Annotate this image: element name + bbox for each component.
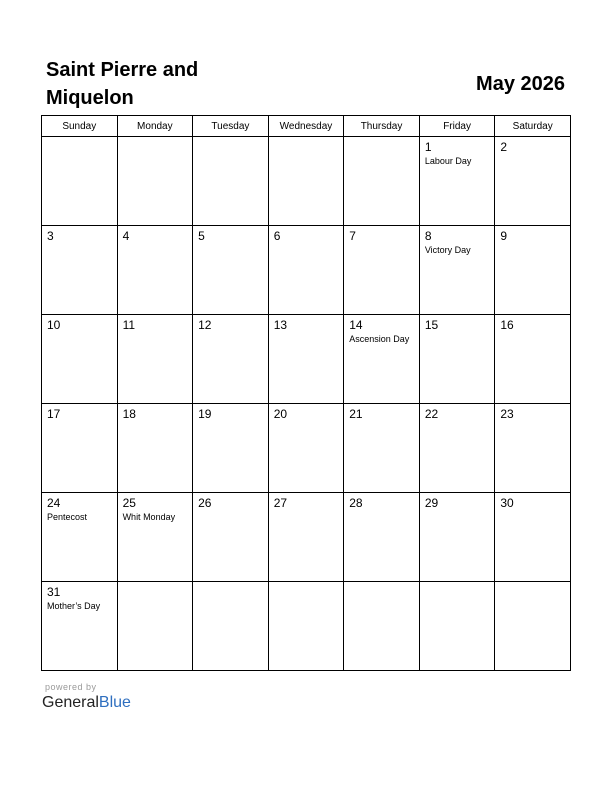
day-number: 14 — [349, 318, 363, 332]
day-cell — [495, 493, 571, 582]
day-cell — [495, 315, 571, 404]
day-cell — [117, 137, 193, 226]
holiday-label: Labour Day — [424, 156, 472, 166]
day-number: 24 — [47, 496, 61, 510]
day-number — [420, 582, 495, 585]
day-number: 8 — [424, 229, 432, 243]
day-number: 30 — [500, 496, 514, 510]
day-number: 7 — [349, 229, 356, 243]
day-number: 17 — [47, 407, 61, 421]
day-cell — [42, 493, 118, 582]
day-number: 16 — [500, 318, 514, 332]
week-row — [42, 315, 571, 404]
day-number — [193, 582, 268, 585]
day-cell — [344, 404, 420, 493]
day-number: 27 — [273, 496, 288, 510]
day-cell — [495, 226, 571, 315]
week-row — [42, 404, 571, 493]
powered-by-label: powered by — [45, 682, 97, 692]
day-number: 6 — [273, 229, 281, 243]
day-number — [269, 582, 344, 585]
day-cell — [42, 226, 118, 315]
week-row — [42, 137, 571, 226]
day-cell — [42, 404, 118, 493]
day-cell — [268, 226, 344, 315]
day-cell — [344, 226, 420, 315]
weekday-sunday: Sunday — [42, 116, 118, 137]
brand-footer — [42, 682, 131, 713]
weekday-friday: Friday — [419, 116, 495, 137]
day-cell — [117, 404, 193, 493]
weekday-header-row — [42, 116, 571, 137]
month-label: May 2026 — [476, 73, 565, 95]
day-cell — [344, 582, 420, 671]
holiday-label: Pentecost — [47, 512, 88, 522]
day-number — [269, 137, 344, 140]
day-number — [193, 137, 268, 140]
brand-general-text: General — [42, 694, 99, 711]
day-cell — [419, 582, 495, 671]
day-cell — [193, 582, 269, 671]
day-number: 5 — [198, 229, 205, 243]
day-cell — [42, 315, 118, 404]
day-cell — [117, 582, 193, 671]
day-cell — [495, 137, 571, 226]
day-number: 9 — [500, 229, 508, 243]
day-number: 11 — [122, 318, 136, 332]
day-cell — [419, 493, 495, 582]
day-cell — [193, 226, 269, 315]
day-number: 21 — [349, 407, 363, 421]
holiday-label: Ascension Day — [349, 334, 410, 344]
day-number — [118, 137, 193, 140]
day-number: 12 — [198, 318, 212, 332]
day-number — [118, 582, 193, 585]
day-cell — [419, 137, 495, 226]
day-number: 20 — [273, 407, 288, 421]
week-row — [42, 226, 571, 315]
day-cell — [495, 582, 571, 671]
weekday-tuesday: Tuesday — [193, 116, 269, 137]
day-number: 25 — [122, 496, 136, 510]
brand-blue-text: Blue — [98, 694, 131, 711]
day-cell — [268, 582, 344, 671]
day-number — [344, 137, 419, 140]
day-number: 18 — [122, 407, 136, 421]
day-cell — [193, 315, 269, 404]
calendar-grid — [41, 115, 571, 671]
day-cell — [419, 315, 495, 404]
day-cell — [193, 404, 269, 493]
weekday-saturday: Saturday — [495, 116, 571, 137]
day-number: 29 — [424, 496, 439, 510]
day-cell — [419, 226, 495, 315]
day-number: 10 — [47, 318, 61, 332]
day-cell — [268, 315, 344, 404]
day-number: 28 — [349, 496, 363, 510]
day-number: 13 — [273, 318, 288, 332]
day-number: 19 — [198, 407, 212, 421]
day-number — [344, 582, 419, 585]
weekday-thursday: Thursday — [344, 116, 420, 137]
day-number: 3 — [47, 229, 54, 243]
day-cell — [268, 404, 344, 493]
week-row — [42, 493, 571, 582]
holiday-label: Mother’s Day — [47, 601, 101, 611]
day-cell — [268, 137, 344, 226]
day-number: 26 — [198, 496, 212, 510]
day-cell — [268, 493, 344, 582]
day-cell — [344, 493, 420, 582]
day-number: 1 — [424, 140, 432, 154]
day-cell — [193, 137, 269, 226]
generalblue-logo[interactable] — [42, 693, 131, 713]
day-cell — [42, 582, 118, 671]
day-cell — [42, 137, 118, 226]
day-cell — [117, 226, 193, 315]
day-number — [42, 137, 117, 140]
day-number: 22 — [424, 407, 439, 421]
day-cell — [419, 404, 495, 493]
day-number: 31 — [47, 585, 61, 599]
day-cell — [117, 493, 193, 582]
day-number: 15 — [424, 318, 439, 332]
day-number: 4 — [122, 229, 130, 243]
weekday-wednesday: Wednesday — [268, 116, 344, 137]
day-cell — [117, 315, 193, 404]
page-title: Saint Pierre and Miquelon — [46, 59, 199, 109]
holiday-label: Victory Day — [424, 245, 471, 255]
week-row — [42, 582, 571, 671]
day-cell — [495, 404, 571, 493]
day-cell — [344, 315, 420, 404]
day-number — [495, 582, 570, 585]
weekday-monday: Monday — [117, 116, 193, 137]
day-number: 23 — [500, 407, 514, 421]
day-cell — [344, 137, 420, 226]
holiday-label: Whit Monday — [122, 512, 176, 522]
day-cell — [193, 493, 269, 582]
day-number: 2 — [500, 140, 508, 154]
